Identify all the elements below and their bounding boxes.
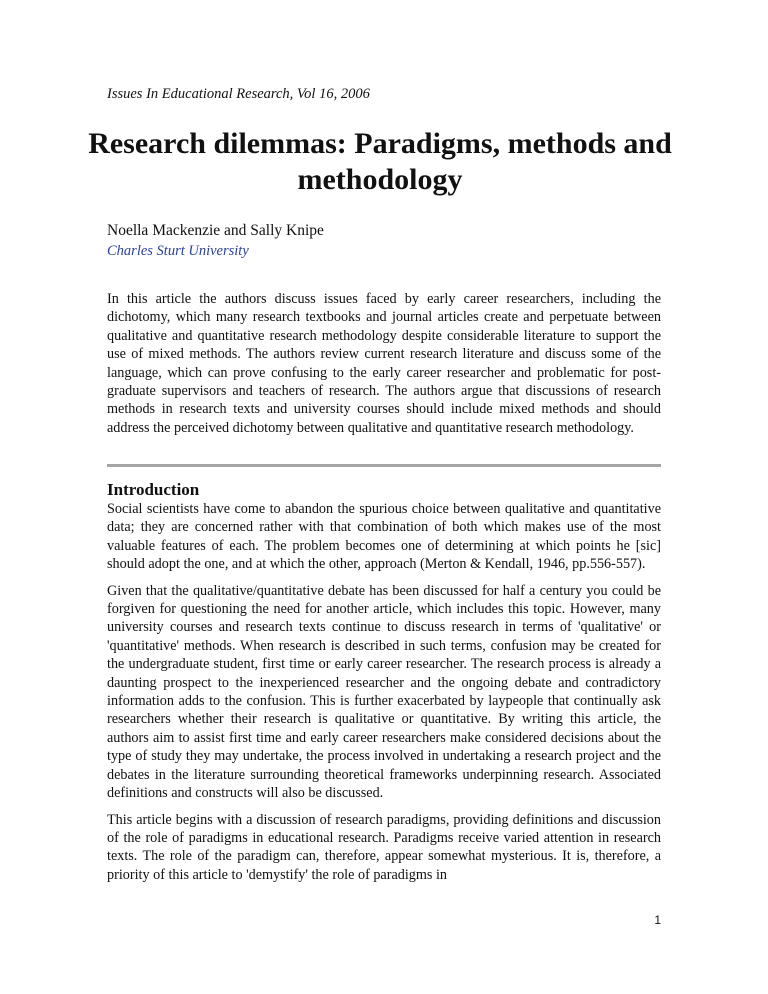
body-paragraph: This article begins with a discussion of research paradigms, providing definitions and discussion of the role of paradigms in educational research. Paradigms receive varied attention in research texts. The role of the paradigm can, therefore, appear somewhat mysterious. It is, therefore, a priority of this article to 'demystify' the role of paradigms in bbox=[107, 811, 661, 883]
article-title: Research dilemmas: Paradigms, methods and methodology bbox=[88, 127, 672, 196]
body-paragraph: Given that the qualitative/quantitative debate has been discussed for half a century you could be forgiven for questioning the need for another article, which includes this topic. However, many university courses and research texts continue to discuss research in terms of 'qualitative' or 'quantitative' methods. When research is described in such terms, confusion may be created for the undergraduate student, first time or early career researcher. The research process is already a daunting prospect to the inexperienced researcher and the ongoing debate and contradictory information adds to the confusion. This is further exacerbated by laypeople that continually ask researchers whether their research is qualitative or quantitative. By writing this article, the authors aim to assist first time and early career researchers make considered decisions about the type of study they may undertake, the process involved in undertaking a research project and the debates in the literature surrounding theoretical frameworks underpinning research. Associated definitions and constructs will also be discussed. bbox=[107, 582, 661, 802]
body-paragraph: Social scientists have come to abandon the spurious choice between qualitative and quantitative data; they are concerned rather with that combination of both which makes use of the most valuable features of each. The problem becomes one of determining at which points he [sic] should adopt the one, and at which the other, approach (Merton & Kendall, 1946, pp.556-557). bbox=[107, 501, 661, 573]
journal-header: Issues In Educational Research, Vol 16, 2006 bbox=[107, 86, 370, 102]
abstract: In this article the authors discuss issues faced by early career researchers, including the dichotomy, which many research textbooks and journal articles create and perpetuate between qualitative and quantitative research methodology despite considerable literature to support the use of mixed methods. The authors review current research literature and discuss some of the language, which can prove confusing to the early career researcher and problematic for post-graduate supervisors and teachers of research. The authors argue that discussions of research methods in research texts and university courses should include mixed methods and should address the perceived dichotomy between qualitative and quantitative research methodology. bbox=[107, 291, 661, 436]
section-divider bbox=[107, 464, 661, 467]
author-affiliation: Charles Sturt University bbox=[107, 243, 249, 259]
page-number: 1 bbox=[654, 913, 661, 927]
author-names: Noella Mackenzie and Sally Knipe bbox=[107, 222, 324, 239]
section-heading: Introduction bbox=[107, 480, 200, 499]
body-text bbox=[107, 500, 661, 892]
